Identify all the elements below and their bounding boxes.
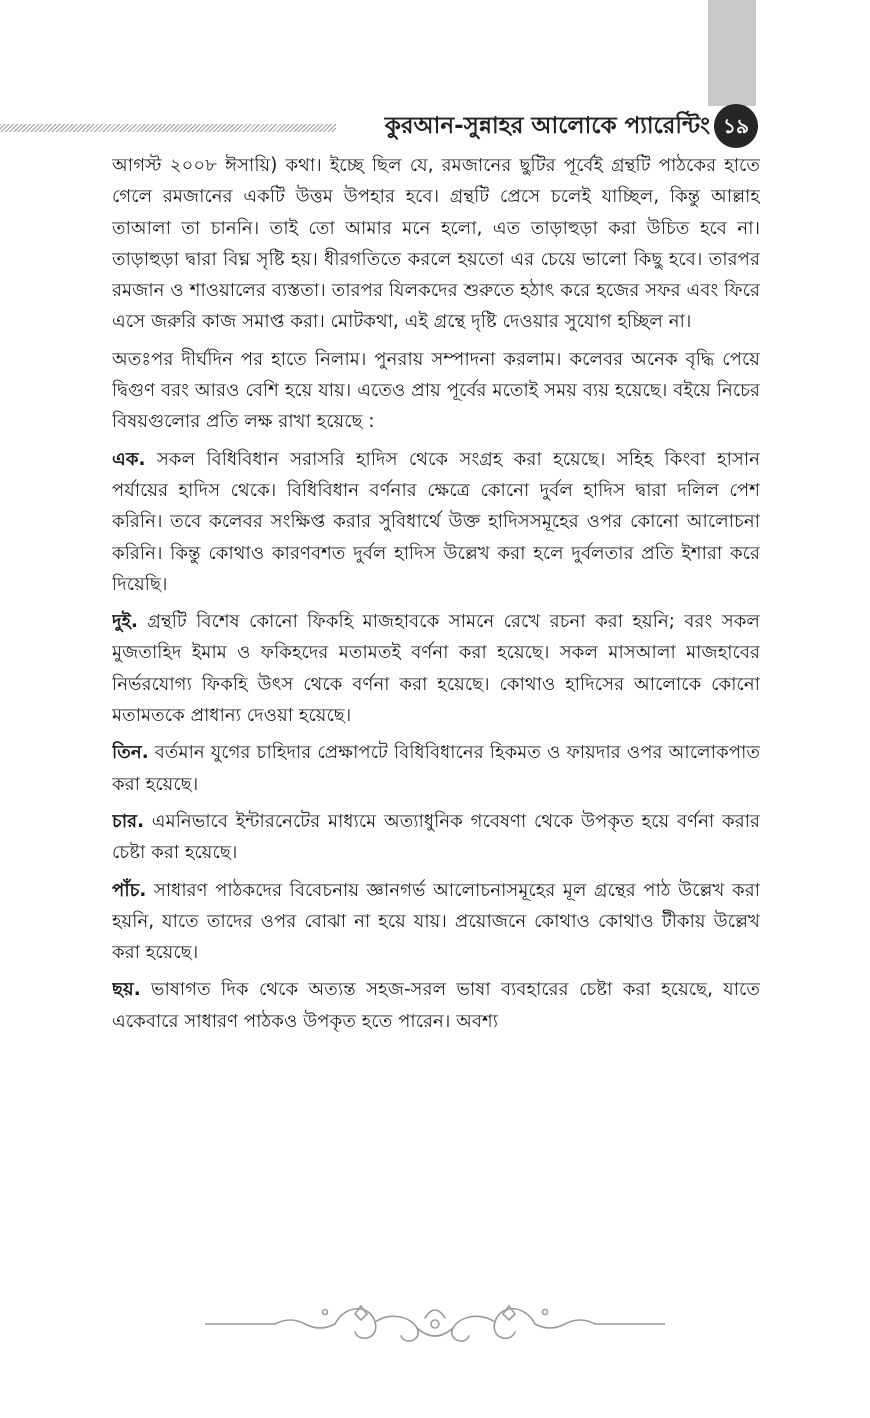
list-item-three: [112, 737, 760, 800]
list-item-lead: দুই.: [112, 611, 138, 633]
paragraph-text: আগস্ট ২০০৮ ঈসায়ি) কথা। ইচ্ছে ছিল যে, রমজানের ছুটির পূর্বেই গ্রন্থটি পাঠকের হাতে গেলে রমজানের একটি উত্তম উপহার হবে। গ্রন্থটি প্রেসে চলেই যাচ্ছিল, কিন্তু আল্লাহ তাআলা তা চাননি। তাই তো আমার মনে হলো, এত তাড়াহুড়া করা উচিত হবে না। তাড়াহুড়া দ্বারা বিঘ্ন সৃষ্টি হয়। ধীরগতিতে করলে হয়তো এর চেয়ে ভালো কিছু হবে। তারপর রমজান ও শাওয়ালের ব্যস্ততা। তারপর যিলকদের শুরুতে হঠাৎ করে হজের সফর এবং ফিরে এসে জরুরি কাজ সমাপ্ত করা। মোটকথা, এই গ্রন্থে দৃষ্টি দেওয়ার সুযোগ হচ্ছিল না।: [112, 155, 760, 333]
body-text: [112, 150, 760, 1285]
list-item-one: [112, 444, 760, 600]
list-item-text: এমনিভাবে ইন্টারনেটের মাধ্যমে অত্যাধুনিক গবেষণা থেকে উপকৃত হয়ে বর্ণনা করার চেষ্টা করা হয়েছে।: [112, 810, 760, 864]
list-item-text: গ্রন্থটি বিশেষ কোনো ফিকহি মাজহাবকে সামনে রেখে রচনা করা হয়নি; বরং সকল মুজতাহিদ ইমাম ও ফকিহদের মতামতই বর্ণনা করা হয়েছে। সকল মাসআলা মাজহাবের নির্ভরযোগ্য ফিকহি উৎস থেকে বর্ণনা করা হয়েছে। কোথাও হাদিসের আলোকে কোনো মতামতকে প্রাধান্য দেওয়া হয়েছে।: [112, 611, 760, 727]
list-item-six: [112, 974, 760, 1037]
list-item-lead: চার.: [112, 810, 145, 832]
list-item-four: [112, 806, 760, 869]
list-item-text: ভাষাগত দিক থেকে অত্যন্ত সহজ-সরল ভাষা ব্যবহারের চেষ্টা করা হয়েছে, যাতে একেবারে সাধারণ পাঠকও উপকৃত হতে পারেন। অবশ্য: [112, 979, 760, 1032]
paragraph: [112, 344, 760, 438]
paragraph: [112, 150, 760, 338]
page-tab-marker: [708, 0, 756, 106]
list-item-lead: তিন.: [112, 742, 149, 764]
list-item-lead: এক.: [112, 448, 146, 470]
header-rule: [0, 124, 336, 132]
footer-ornament-icon: [205, 1294, 665, 1354]
paragraph-text: অতঃপর দীর্ঘদিন পর হাতে নিলাম। পুনরায় সম্পাদনা করলাম। কলেবর অনেক বৃদ্ধি পেয়ে দ্বিগুণ বরং আরও বেশি হয়ে যায়। এতেও প্রায় পূর্বের মতোই সময় ব্যয় হয়েছে। বইয়ে নিচের বিষয়গুলোর প্রতি লক্ষ রাখা হয়েছে :: [112, 348, 760, 433]
list-item-lead: ছয়.: [112, 979, 141, 1001]
list-item-lead: পাঁচ.: [112, 879, 147, 901]
list-item-text: সকল বিধিবিধান সরাসরি হাদিস থেকে সংগ্রহ করা হয়েছে। সহিহ কিংবা হাসান পর্যায়ের হাদিস থেকে। বিধিবিধান বর্ণনার ক্ষেত্রে কোনো দুর্বল হাদিস দ্বারা দলিল পেশ করিনি। তবে কলেবর সংক্ষিপ্ত করার সুবিধার্থে উক্ত হাদিসসমূহের ওপর কোনো আলোচনা করিনি। কিন্তু কোথাও কারণবশত দুর্বল হাদিস উল্লেখ করা হলে দুর্বলতার প্রতি ইশারা করে দিয়েছি।: [112, 448, 760, 595]
page-number-badge: ১৯: [714, 104, 758, 148]
running-header-title: কুরআন-সুন্নাহর আলোকে প্যারেন্টিং: [384, 113, 710, 139]
list-item-five: [112, 875, 760, 969]
list-item-text: বর্তমান যুগের চাহিদার প্রেক্ষাপটে বিধিবিধানের হিকমত ও ফায়দার ওপর আলোকপাত করা হয়েছে।: [112, 742, 760, 795]
list-item-text: সাধারণ পাঠকদের বিবেচনায় জ্ঞানগর্ভ আলোচনাসমূহের মূল গ্রন্থের পাঠ উল্লেখ করা হয়নি, যাতে তাদের ওপর বোঝা না হয়ে যায়। প্রয়োজনে কোথাও কোথাও টীকায় উল্লেখ করা হয়েছে।: [112, 879, 760, 964]
list-item-two: [112, 606, 760, 731]
